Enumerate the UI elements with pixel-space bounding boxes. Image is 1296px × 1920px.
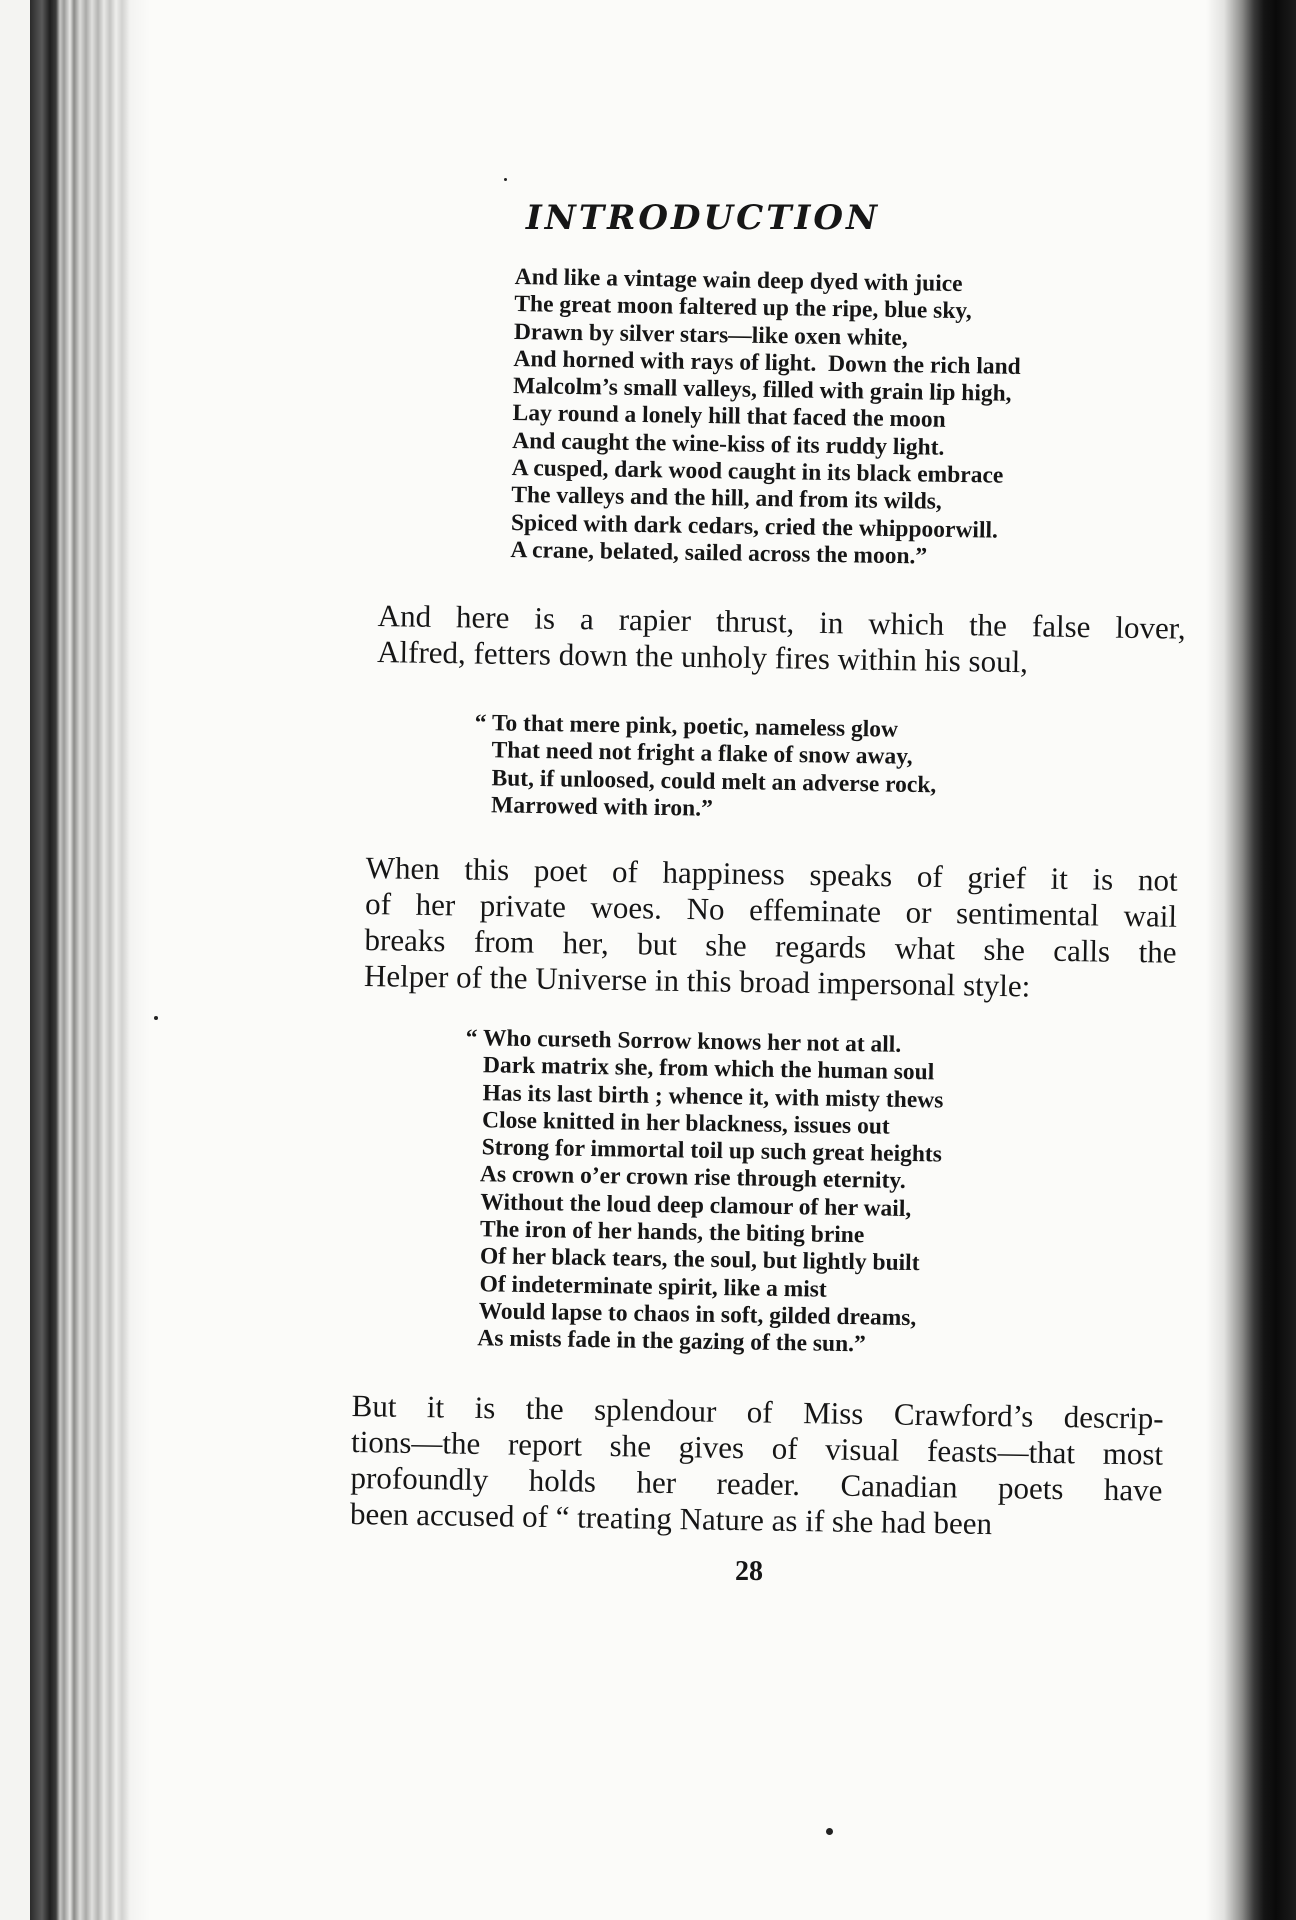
verse-block [510,264,1022,572]
prose-line: And here is a rapier thrust, in which the false lover, [377,598,1186,646]
verse-line: That need not fright a flake of snow away, [474,737,913,771]
verse-line: Malcolm’s small valleys, filled with grain lip high, [512,373,1012,408]
prose-line: But it is the splendour of Miss Crawford’s descrip- [351,1388,1164,1436]
verse-line: And like a vintage wain deep dyed with juice [514,264,963,298]
verse-block [473,710,937,826]
prose-paragraph [350,1388,1164,1545]
book-edge-right [1206,0,1296,1920]
verse-block [461,1025,945,1360]
verse-line: “ Who curseth Sorrow knows her not at all. [465,1025,902,1058]
verse-line: Spiced with dark cedars, cried the whippoorwill. [510,509,999,544]
verse-line: Without the loud deep clamour of her wail, [463,1188,912,1222]
prose-line: of her private woes. No effeminate or sentimental wail [364,885,1178,934]
prose-line: Helper of the Universe in this broad impersonal style: [363,957,1031,1004]
verse-line: Dark matrix she, from which the human soul [465,1052,935,1086]
verse-line: Strong for immortal toil up such great heights [463,1134,943,1168]
verse-line: Of her black tears, the soul, but lightly built [462,1243,920,1277]
verse-line: “ To that mere pink, poetic, nameless glow [474,710,899,743]
verse-line: A cusped, dark wood caught in its black embrace [511,455,1004,489]
scan-speck [154,1016,158,1020]
verse-line: The iron of her hands, the biting brine [462,1216,865,1249]
prose-paragraph [364,850,1178,1007]
verse-line: Lay round a lonely hill that faced the moon [512,400,946,434]
verse-line: Close knitted in her blackness, issues out [464,1106,890,1140]
verse-line: And horned with rays of light. Down the rich land [513,345,1021,380]
book-binding-left [0,0,150,1920]
verse-line: Would lapse to chaos in soft, gilded dreams, [461,1297,917,1332]
prose-line: been accused of “ treating Nature as if she had been [349,1495,993,1542]
scan-speck [504,178,507,181]
prose-line: tions—the report she gives of visual feasts—that most [350,1423,1164,1472]
prose-paragraph [377,598,1186,683]
verse-line: Marrowed with iron.” [473,791,714,822]
verse-line: Drawn by silver stars—like oxen white, [513,318,908,351]
prose-line: profoundly holds her reader. Canadian poets have [350,1459,1163,1508]
verse-line: As mists fade in the gazing of the sun.” [460,1325,866,1358]
verse-line: The great moon faltered up the ripe, blue sky, [514,291,972,325]
prose-line: breaks from her, but she regards what she calls the [364,921,1177,970]
verse-line: Of indeterminate spirit, like a mist [461,1270,827,1303]
page-title: INTRODUCTION [525,198,881,238]
verse-line: The valleys and the hill, and from its wilds, [511,482,943,516]
scan-speck [826,1828,833,1835]
prose-line: When this poet of happiness speaks of grief it is not [365,850,1178,898]
verse-line: A crane, belated, sailed across the moon.” [510,536,928,570]
prose-line: Alfred, fetters down the unholy fires within his soul, [376,633,1029,680]
verse-line: Has its last birth ; whence it, with misty thews [464,1079,944,1114]
verse-line: As crown o’er crown rise through eternity. [463,1161,906,1195]
page-number: 28 [735,1556,763,1587]
verse-line: And caught the wine-kiss of its ruddy light. [512,427,945,461]
verse-line: But, if unloosed, could melt an adverse rock, [473,764,937,798]
